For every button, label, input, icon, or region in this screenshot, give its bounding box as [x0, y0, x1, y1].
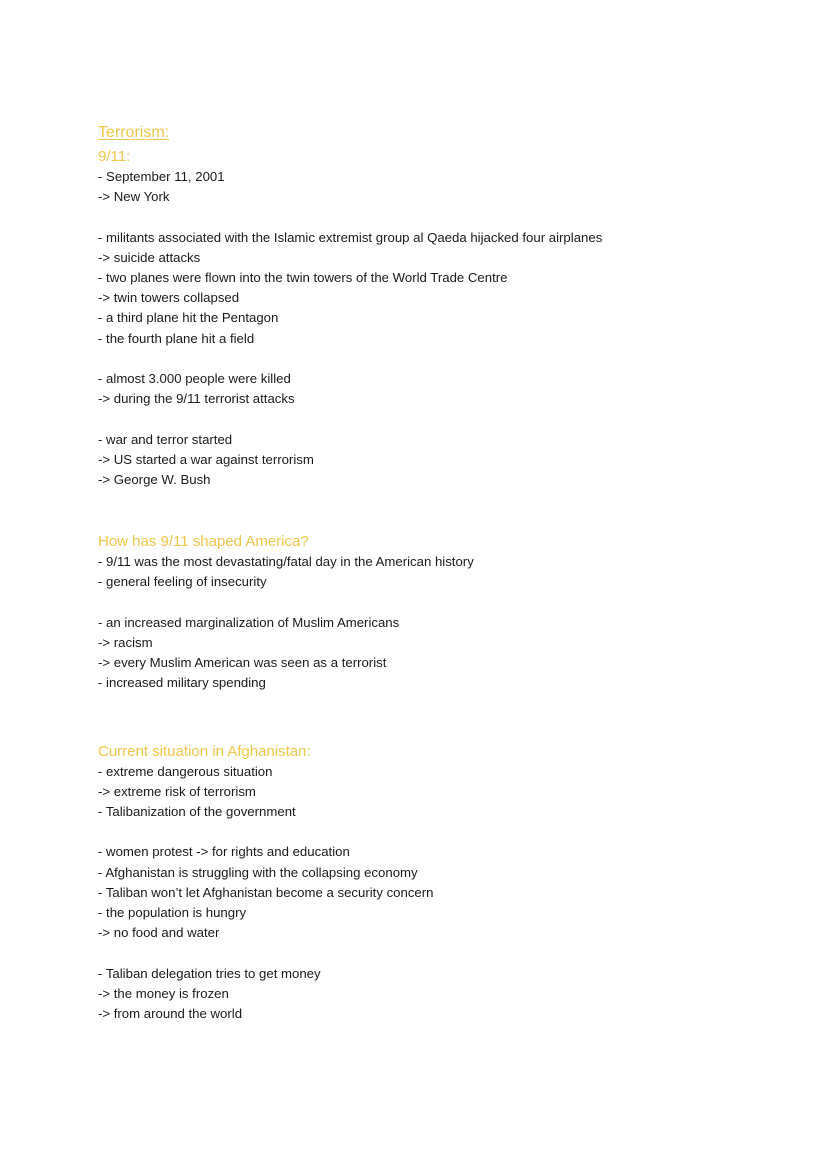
note-group [98, 613, 788, 694]
note-line: -> suicide attacks [98, 249, 201, 265]
note-group [98, 762, 788, 823]
note-line: - war and terror started [98, 431, 233, 447]
section-heading: Current situation in Afghanistan: [98, 742, 311, 760]
note-group [98, 430, 788, 491]
note-line: - Afghanistan is struggling with the collapsing economy [98, 864, 418, 880]
note-group [98, 552, 788, 592]
note-line: - the fourth plane hit a field [98, 330, 255, 346]
note-line: - general feeling of insecurity [98, 574, 267, 590]
section-shaped-america [98, 532, 788, 693]
section-afghanistan [98, 742, 788, 1025]
note-line: - increased military spending [98, 675, 266, 691]
note-line: -> extreme risk of terrorism [98, 783, 256, 799]
note-line: -> US started a war against terrorism [98, 451, 314, 467]
note-line: -> New York [98, 189, 170, 205]
note-line: - the population is hungry [98, 905, 247, 921]
note-line: - extreme dangerous situation [98, 763, 273, 779]
note-line: - a third plane hit the Pentagon [98, 310, 279, 326]
document-title: Terrorism: [98, 124, 170, 141]
note-line: - almost 3.000 people were killed [98, 371, 291, 386]
note-line: - September 11, 2001 [98, 169, 225, 184]
note-line: -> from around the world [98, 1006, 243, 1022]
section-9-11 [98, 147, 788, 490]
note-line: -> during the 9/11 terrorist attacks [98, 391, 295, 407]
note-line: - 9/11 was the most devastating/fatal day in the American history [98, 554, 474, 570]
section-heading: 9/11: [98, 148, 131, 165]
note-line: - women protest -> for rights and education [98, 844, 350, 860]
note-line: - militants associated with the Islamic extremist group al Qaeda hijacked four airplanes [98, 229, 603, 245]
note-line: -> George W. Bush [98, 472, 211, 487]
note-group [98, 842, 788, 943]
section-heading: How has 9/11 shaped America? [98, 533, 309, 551]
note-line: - Taliban delegation tries to get money [98, 965, 321, 981]
note-line: - an increased marginalization of Muslim Americans [98, 614, 400, 630]
note-group [98, 964, 788, 1025]
note-line: - Taliban won’t let Afghanistan become a security concern [98, 884, 434, 900]
note-line: - two planes were flown into the twin towers of the World Trade Centre [98, 270, 508, 285]
note-line: - Talibanization of the government [98, 804, 296, 820]
note-line: -> no food and water [98, 925, 220, 941]
note-group [98, 228, 788, 349]
note-group [98, 167, 788, 207]
document-page [98, 123, 788, 1024]
note-group [98, 369, 788, 409]
note-line: -> the money is frozen [98, 985, 229, 1001]
note-line: -> every Muslim American was seen as a terrorist [98, 655, 387, 671]
note-line: -> racism [98, 635, 153, 650]
note-line: -> twin towers collapsed [98, 290, 240, 306]
